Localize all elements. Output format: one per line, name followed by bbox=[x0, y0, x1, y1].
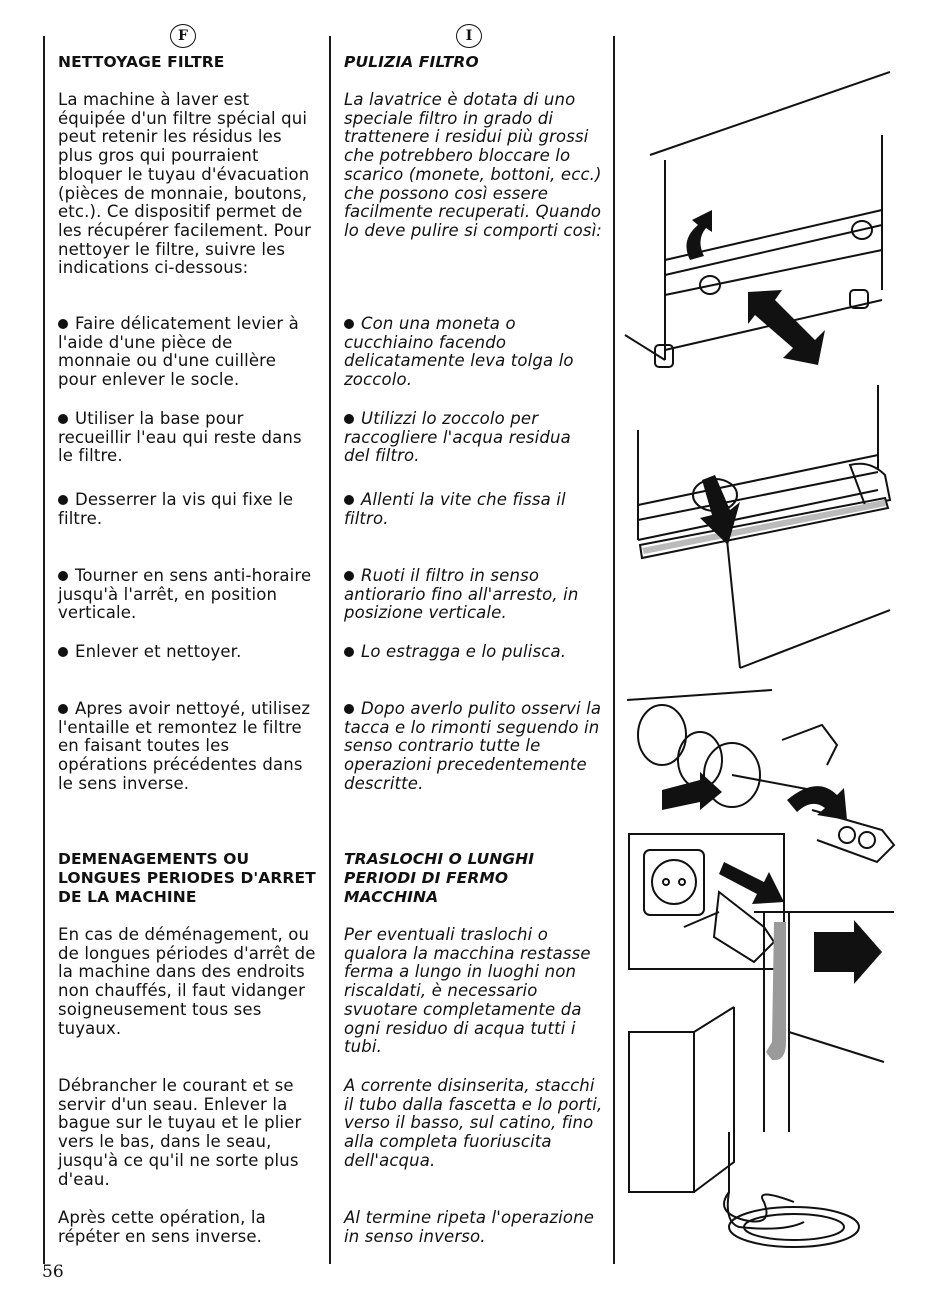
it-moving-para-2: A corrente disinserita, stacchi il tubo dalla fascetta e lo porti, verso il basso, sul catino, fino alla completa fuoriuscita dell'acqua. bbox=[344, 1076, 603, 1170]
fr-step-6: Apres avoir nettoyé, utilisez l'entaille et remontez le filtre en faisant toutes les opérations précédentes dans le sens inverse. bbox=[58, 700, 320, 794]
fr-moving-para-3: Après cette opération, la répéter en sens inverse. bbox=[58, 1208, 266, 1246]
fr-moving-para-2: Débrancher le courant et se servir d'un seau. Enlever la bague sur le tuyau et le plier vers le bas, dans le seau, jusqu'à ce qu'il ne sorte plus d'eau. bbox=[58, 1076, 302, 1189]
middle-column-rule bbox=[329, 36, 331, 1264]
it-step-2: Utilizzi lo zoccolo per raccogliere l'acqua residua del filtro. bbox=[344, 410, 594, 466]
fr-step-4: Tourner en sens anti-horaire jusqu'à l'arrêt, en position verticale. bbox=[58, 567, 320, 623]
illustration-filter-tray bbox=[620, 380, 900, 670]
fr-step-5: Enlever et nettoyer. bbox=[58, 643, 308, 662]
fr-step-2: Utiliser la base pour recueillir l'eau qui reste dans le filtre. bbox=[58, 410, 308, 466]
language-badge-it: I bbox=[456, 24, 482, 48]
fr-moving-title: DEMENAGEMENTS OU LONGUES PERIODES D'ARRET DE LA MACHINE bbox=[58, 850, 316, 906]
it-step-3: Allenti la vite che fissa il filtro. bbox=[344, 491, 574, 528]
it-moving-para-3: Al termine ripeta l'operazione in senso inverso. bbox=[344, 1208, 595, 1246]
left-column-rule bbox=[43, 36, 45, 1264]
fr-intro-text: La machine à laver est équipée d'un filtre spécial qui peut retenir les résidus les plus gros qui pourraient bloquer le tuyau d'évacuation (pièces de monnaie, boutons, etc.). Ce dispositif permet de les récupérer facilement. Pour nettoyer le filtre, suivre les indications ci-dessous: bbox=[58, 90, 312, 278]
fr-step-1: Faire délicatement levier à l'aide d'une pièce de monnaie ou d'une cuillère pour enlever le socle. bbox=[58, 315, 308, 390]
it-intro-text: La lavatrice è dotata di uno speciale filtro in grado di trattenere i residui più grossi che potrebbero bloccare lo scarico (monete, bottoni, ecc.) che possono così essere facilmente recuperati. Quando lo deve pulire si comporti così: bbox=[344, 90, 603, 240]
fr-moving-para-1: En cas de déménagement, ou de longues périodes d'arrêt de la machine dans des endroits non chauffés, il faut vidanger soigneusement tous ses tuyaux. bbox=[58, 925, 316, 1038]
it-step-4: Ruoti il filtro in senso antiorario fino all'arresto, in posizione verticale. bbox=[344, 567, 594, 623]
fr-filter-title: NETTOYAGE FILTRE bbox=[58, 53, 225, 71]
right-column-rule bbox=[613, 36, 615, 1264]
illustration-drain-hose bbox=[624, 832, 904, 1272]
it-step-1: Con una moneta o cucchiaino facendo delicatamente leva tolga lo zoccolo. bbox=[344, 315, 594, 390]
page-number: 56 bbox=[42, 1262, 64, 1282]
it-moving-title: TRASLOCHI O LUNGHI PERIODI DI FERMO MACCHINA bbox=[344, 850, 535, 906]
it-filter-title: PULIZIA FILTRO bbox=[344, 53, 479, 71]
it-moving-para-1: Per eventuali traslochi o qualora la macchina restasse ferma a lungo in luoghi non riscaldati, è necessario svuotare completamente da ogni residuo di acqua tutti i tubi. bbox=[344, 925, 591, 1057]
it-step-5: Lo estragga e lo pulisca. bbox=[344, 643, 594, 662]
language-badge-fr: F bbox=[170, 24, 196, 48]
it-step-6: Dopo averlo pulito osservi la tacca e lo rimonti seguendo in senso contrario tutte le operazioni precedentemente descritte. bbox=[344, 700, 606, 794]
fr-step-3: Desserrer la vis qui fixe le filtre. bbox=[58, 491, 308, 528]
illustration-remove-plinth bbox=[620, 60, 900, 390]
